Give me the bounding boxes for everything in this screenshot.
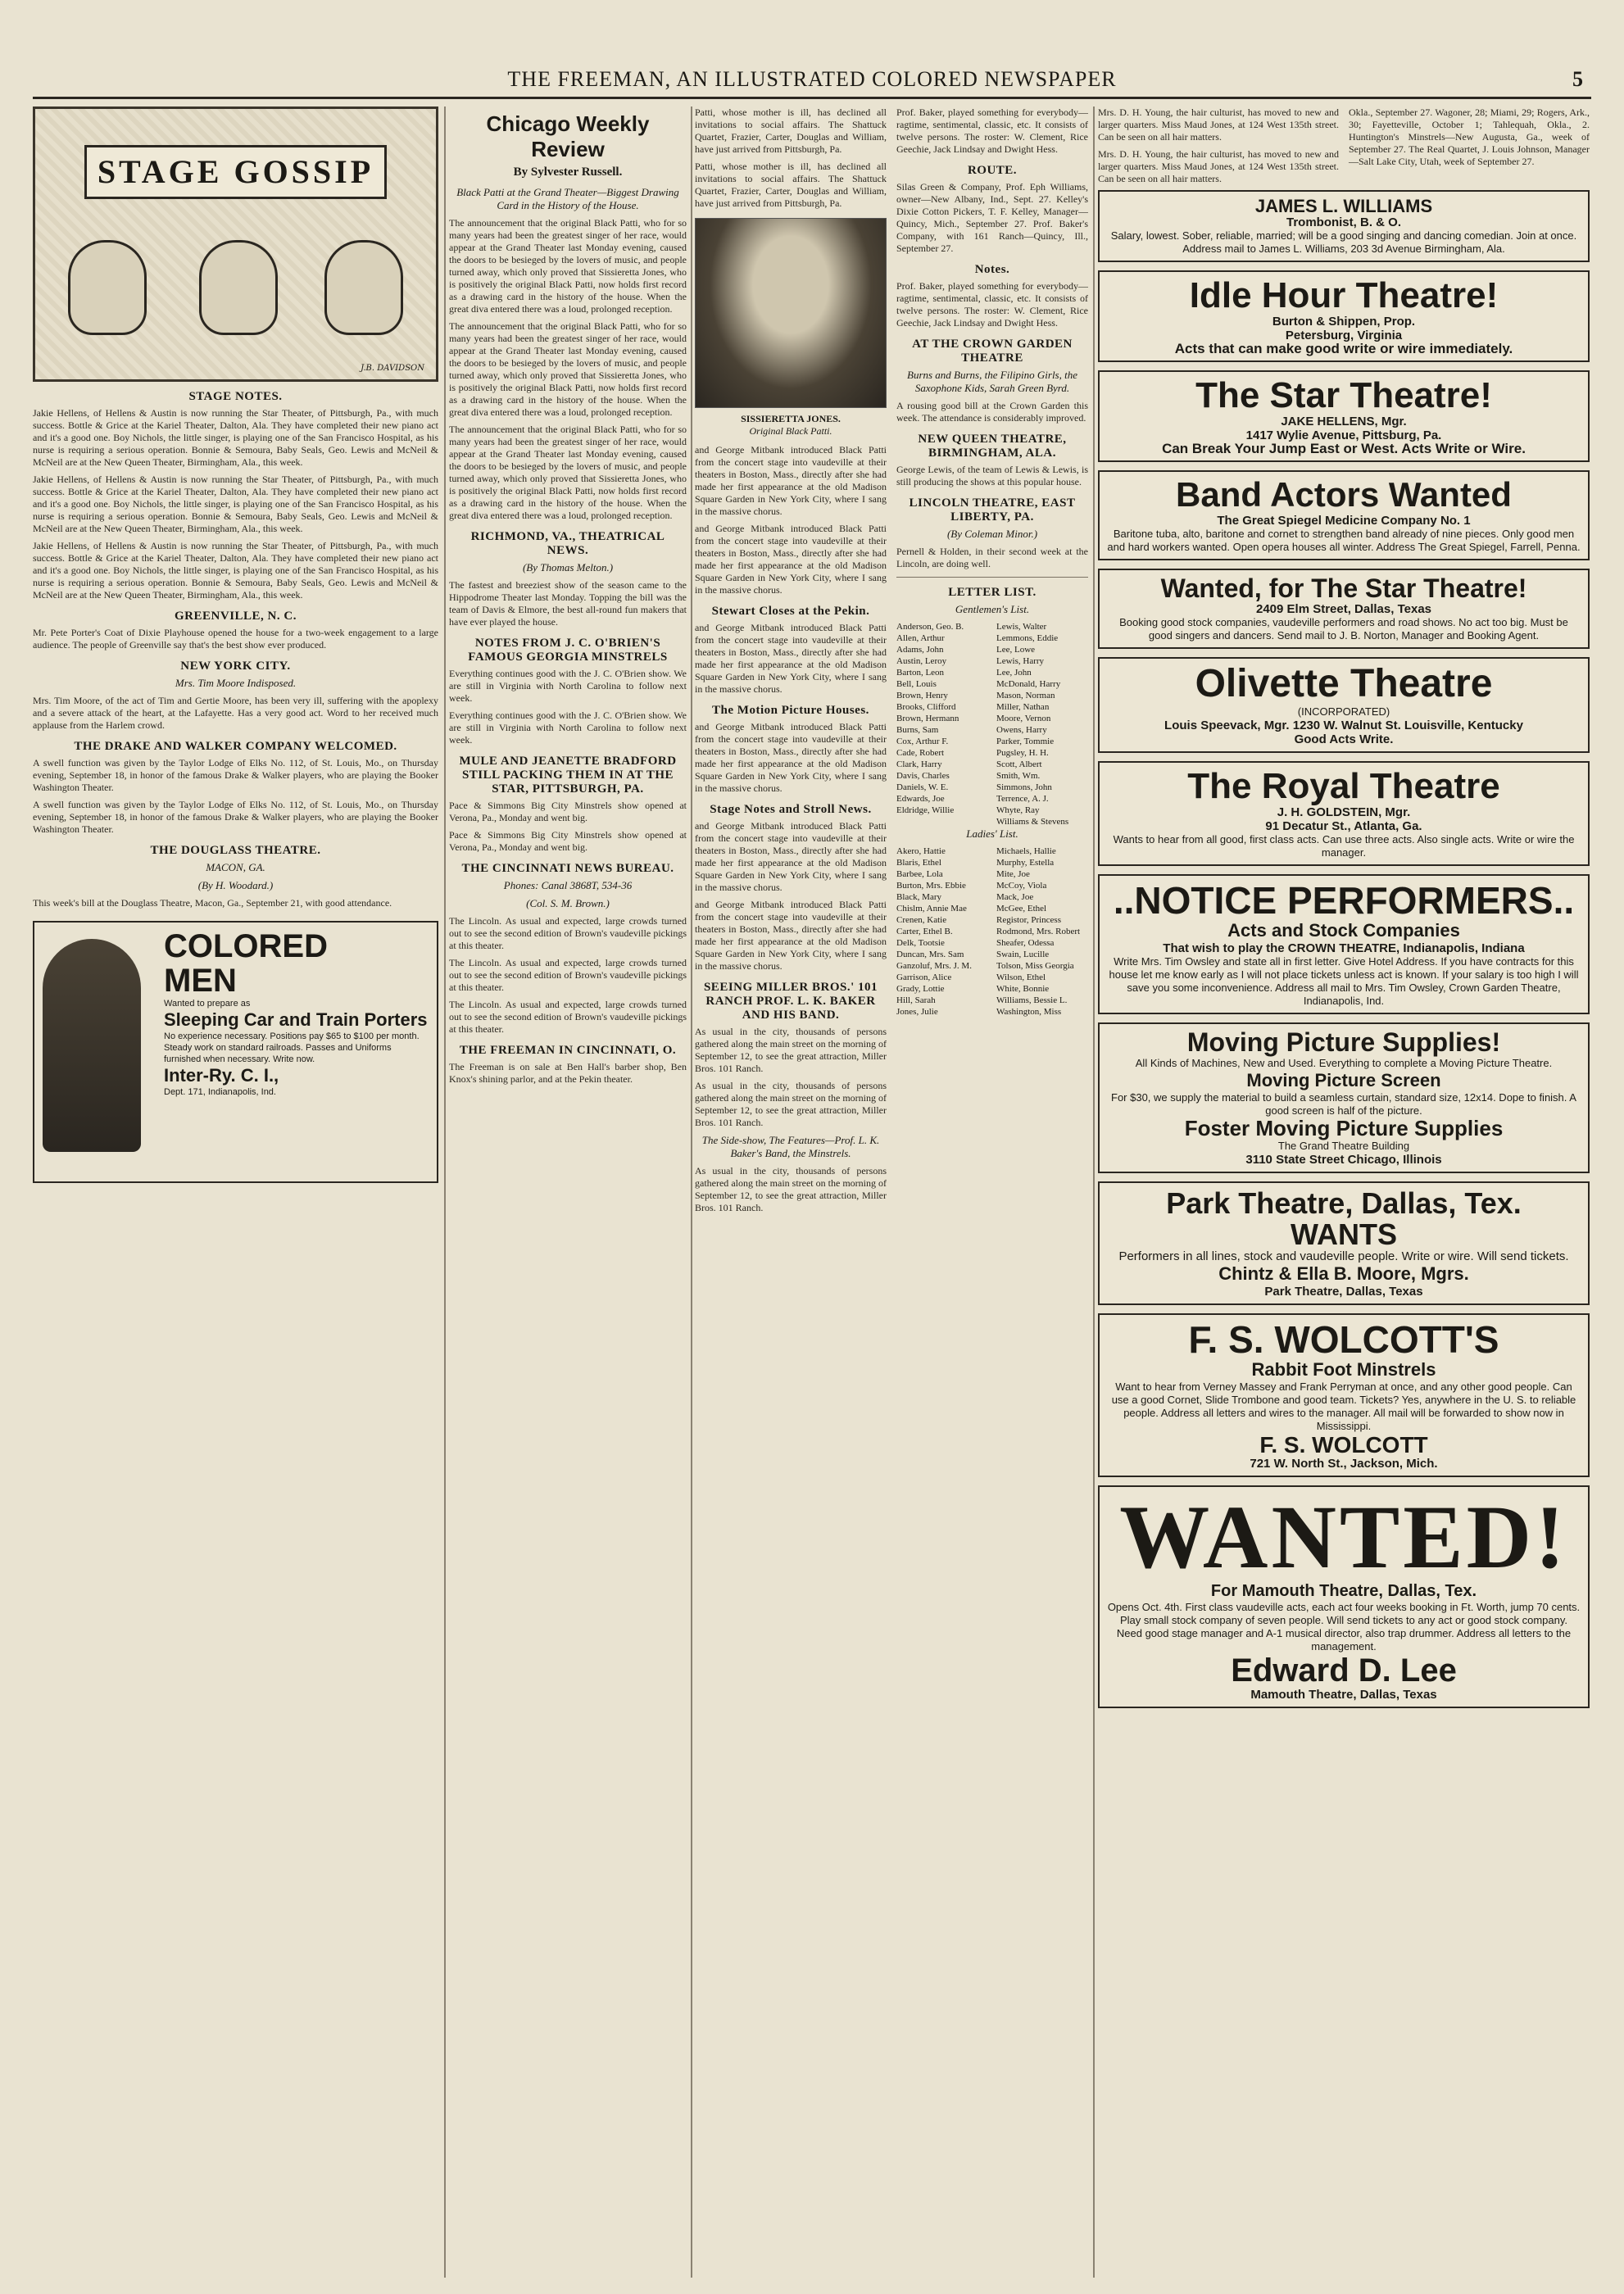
illustrator-signature: J.B. DAVIDSON [361,364,424,373]
idle-hour-ad [1098,270,1590,362]
ad-address: Mamouth Theatre, Dallas, Texas [1250,1688,1437,1702]
ad-text: Wanted to prepare as [164,999,251,1009]
article-text: Patti, whose mother is ill, has declined all invitations to social affairs. The Shattuck Quartet, Frazier, Carter, Douglas and William, have just arrived from Pittsburgh, Pa. [695,161,887,209]
article-text: Jakie Hellens, of Hellens & Austin is now running the Star Theater, of Pittsburgh, Pa., with much success. Bottle & Grice at the Kariel Theater, Dalton, Ala. They have completed their new piano act and it's a good one. Boy Nichols, the little singer, is playing one of the San Francisco Hospital, as his nurse is requiring a serious operation. Bonnie & Semoura, Baby Seals, Geo. Lewis and McNeil & McNeil are at the New Queen Theater, Birmingham, Ala., this week. [33,407,438,468]
headline: LINCOLN THEATRE, EAST LIBERTY, PA. [909,496,1076,524]
headline: MULE AND JEANETTE BRADFORD STILL PACKING THEM IN AT THE STAR, PITTSBURGH, PA. [459,755,677,796]
ad-text: Performers in all lines, stock and vaudeville people. Write or wire. Will send tickets. [1118,1249,1569,1263]
headline: Stewart Closes at the Pekin. [711,605,870,618]
headline: NEW YORK CITY. [180,660,291,673]
article-text: The fastest and breeziest show of the season came to the Hippodrome Theater last Monday. Topping the bill was the team of Davis & Elmore, the best all-round fun makers that have ever played the house. [449,579,687,628]
ad-headline: COLORED [164,928,328,964]
ad-headline: JAMES L. WILLIAMS [1254,196,1433,216]
article-text: and George Mitbank introduced Black Patti from the concert stage into vaudeville at their theaters in Boston, Mass., directly after she had made her first appearance at the old Madison Square Garden in New York City, where I sang in the massive chorus. [695,820,887,893]
article-text: As usual in the city, thousands of persons gathered along the main street on the morning of September 12, to see the great attraction, Miller Bros. 101 Ranch. [695,1165,887,1213]
article-text: The Lincoln. As usual and expected, large crowds turned out to see the second edition of Brown's vaudeville pickings at this theater. [449,957,687,993]
byline: (By Coleman Minor.) [946,528,1038,540]
article-text: and George Mitbank introduced Black Patti from the concert stage into vaudeville at their theaters in Boston, Mass., directly after she had made her first appearance at the old Madison Square Garden in New York City, where I sang in the massive chorus. [695,523,887,596]
article-text: The Lincoln. As usual and expected, large crowds turned out to see the second edition of Brown's vaudeville pickings at this theater. [449,999,687,1035]
photo-caption: SISSIERETTA JONES. [741,413,841,424]
masthead-title: THE FREEMAN, AN ILLUSTRATED COLORED NEWSPAPER [507,67,1117,91]
article-text: and George Mitbank introduced Black Patti from the concert stage into vaudeville at their theaters in Boston, Mass., directly after she had made her first appearance at the old Madison Square Garden in New York City, where I sang in the massive chorus. [695,899,887,972]
ad-address: 721 W. North St., Jackson, Mich. [1250,1457,1438,1471]
ad-subheadline: Burton & Shippen, Prop. [1272,315,1416,329]
ad-name: F. S. WOLCOTT [1259,1431,1428,1458]
subheadline: Gentlemen's List. [955,603,1030,615]
gentlemen-list [896,621,1088,827]
ad-subheadline: Acts and Stock Companies [1227,920,1460,941]
star-theatre-ad [1098,370,1590,462]
article-text: Okla., September 27. Wagoner, 28; Miami, 29; Rogers, Ark., 30; Fayetteville, October 1; Tahlequah, Okla., 2. Huntington's Minstrels—New Augusta, Ga., week of September 27. The Real Quartet, J. Louis Johnson, Manager—Salt Lake City, Utah, week of September 27. [1349,107,1590,167]
subheadline: Ladies' List. [966,827,1018,840]
ad-headline: Olivette Theatre [1195,662,1493,706]
ad-headline: The Star Theatre! [1195,375,1492,416]
article-text: The Freeman is on sale at Ben Hall's barber shop, Ben Knox's shining parlor, and at the Pekin theater. [449,1061,687,1085]
page-number: 5 [1572,67,1583,91]
williams-ad [1098,190,1590,262]
ad-text: Booking good stock companies, vaudeville performers and road shows. No act too big. Must be good singers and dancers. Send mail to J. B. Norton, Manager and Booking Agent. [1119,616,1568,642]
ad-text: No experience necessary. Positions pay $65 to $100 per month. Steady work on standard railroads. Passes and Uniforms furnished when necessary. Write now. [164,1031,420,1064]
ad-address: Dept. 171, Indianapolis, Ind. [164,1087,276,1097]
article-text: The announcement that the original Black Patti, who for so many years had been the greatest singer of her race, would appear at the Grand Theater last Monday evening, caused the doors to be besieged by the lovers of music, and people turned away, which only proved that Sissieretta Jones, who is positively the original Black Patti, now holds first record as a drawing card in the history of the house. When the great diva entered there was a loud, prolonged reception. [449,217,687,315]
ad-subheadline: Rabbit Foot Minstrels [1251,1358,1436,1380]
phones: Phones: Canal 3868T, 534-36 [503,879,633,891]
column-divider [444,107,446,2278]
column-2 [449,107,687,2278]
ad-text: Salary, lowest. Sober, reliable, married; will be a good singing and dancing comedian. Join at once. Address mail to James L. Williams, 203 3d Avenue Birmingham, Ala. [1110,229,1577,256]
mamouth-wanted-ad [1098,1485,1590,1708]
theater-mask-icon [199,240,278,335]
headline: NEW QUEEN THEATRE, BIRMINGHAM, ALA. [918,433,1067,460]
park-theatre-ad [1098,1181,1590,1305]
article-text: and George Mitbank introduced Black Patti from the concert stage into vaudeville at their theaters in Boston, Mass., directly after she had made her first appearance at the old Madison Square Garden in New York City, where I sang in the massive chorus. [695,622,887,695]
royal-theatre-ad [1098,761,1590,866]
ad-company: Foster Moving Picture Supplies [1184,1115,1504,1140]
headline: THE FREEMAN IN CINCINNATI, O. [459,1044,677,1057]
headline: Notes. [974,263,1010,276]
theater-mask-icon [68,240,147,335]
wolcott-ad [1098,1313,1590,1478]
page-header [33,64,1591,99]
ad-headline: MEN [164,963,237,999]
article-text: and George Mitbank introduced Black Patti from the concert stage into vaudeville at their theaters in Boston, Mass., directly after she had made her first appearance at the old Madison Square Garden in New York City, where I sang in the massive chorus. [695,444,887,517]
list-column: Anderson, Geo. B. Allen, Arthur Adams, John Austin, Leroy Barton, Leon Bell, Louis Brown, Henry Brooks, Clifford Brown, Hermann Burns, Sam Cox, Arthur F. Cade, Robert Clark, Harry Davis, Charles Daniels, W. E. Edwards, Joe Eldridge, Willie [896,622,964,815]
stage-gossip-banner: STAGE GOSSIP [84,145,387,199]
column-divider [691,107,692,2278]
byline: (By Thomas Melton.) [522,561,614,574]
colored-men-ad [33,921,438,1183]
byline: (Col. S. M. Brown.) [526,897,610,909]
article-text: Prof. Baker, played something for everybody—ragtime, sentimental, classic, etc. It consists of twelve persons. The roster: W. Clement, Rice Geechie, Jack Lindsay and Dwight Hess. [896,280,1088,329]
headline: AT THE CROWN GARDEN THEATRE [912,338,1073,365]
ad-subheadline: Sleeping Car and Train Porters [164,1009,428,1030]
ad-subheadline: Trombonist, B. & O. [1286,215,1401,230]
moving-picture-ad [1098,1022,1590,1173]
ad-subheadline: J. H. GOLDSTEIN, Mgr. [1277,805,1411,819]
article-text: Mrs. Tim Moore, of the act of Tim and Gertie Moore, has been very ill, suffering with the apoplexy and a severe attack of the heart, at the Lafayette. Has a very good act. Word to her received much applause from the Harlem crowd. [33,695,438,731]
stage-gossip-illustration [33,107,438,382]
ad-text: Acts that can make good write or wire immediately. [1174,341,1513,357]
theater-mask-icon [324,240,403,335]
ad-headline: Wanted, for The Star Theatre! [1160,573,1527,603]
list-column: Lewis, Walter Lemmons, Eddie Lee, Lowe Lewis, Harry Lee, John McDonald, Harry Mason, Norman Miller, Nathan Moore, Vernon Owens, Harry Parker, Tommie Pugsley, H. H. Scott, Albert Smith, Wm. Simmons, John Terrence, A. J. Whyte, Ray Williams & Stevens [996,622,1069,827]
ad-text: (INCORPORATED) [1297,705,1390,718]
article-text: The announcement that the original Black Patti, who for so many years had been the greatest singer of her race, would appear at the Grand Theater last Monday evening, caused the doors to be besieged by the lovers of music, and people turned away, which only proved that Sissieretta Jones, who is positively the original Black Patti, now holds first record as a drawing card in the history of the house. When the great diva entered there was a loud, prolonged reception. [449,320,687,418]
ad-subheadline: JAKE HELLENS, Mgr. [1281,415,1407,429]
headline: Stage Notes and Stroll News. [710,803,872,816]
article-text: Silas Green & Company, Prof. Eph Williams, owner—New Albany, Ind., Sept. 27. Kelley's Dixie Cotton Pickers, T. F. Kelley, Manager—Quincy, Mich., September 27. Prof. Baker's Company, with 161 Ranch—Quincy, Ill., September 27. [896,181,1088,254]
column-1 [33,107,438,2278]
headline: The Motion Picture Houses. [712,704,869,717]
ad-text: Wants to hear from all good, first class acts. Can use three acts. Also single acts. Write or wire the manager. [1113,832,1575,859]
ad-city: Petersburg, Virginia [1285,329,1403,343]
article-text: and George Mitbank introduced Black Patti from the concert stage into vaudeville at their theaters in Boston, Mass., directly after she had made her first appearance at the old Madison Square Garden in New York City, where I sang in the massive chorus. [695,721,887,794]
ad-headline: WANTED! [1119,1487,1568,1588]
article-text: Pace & Simmons Big City Minstrels show opened at Verona, Pa., Monday and went big. [449,829,687,853]
ad-text: The Grand Theatre Building [1277,1139,1410,1152]
article-text: Mrs. D. H. Young, the hair culturist, has moved to new and larger quarters. Miss Maud Jones, at 124 West 135th street. Can be seen on all hair matters. [1098,107,1339,143]
section-title: Chicago Weekly Review [486,111,650,161]
ad-text: Good Acts Write. [1294,732,1394,746]
ad-text: Want to hear from Verney Massey and Frank Perryman at once, and any other good people. Can use a good Cornet, Slide Trombone and good team. Tickets? Yes, anywhere in the U. S. to reliable people. Address all letters and wires to the manager. All mail will be forwarded to show now in Mississippi. [1111,1380,1576,1432]
subheadline: The Side-show, The Features—Prof. L. K. Baker's Band, the Minstrels. [701,1134,880,1159]
ad-subheadline: For Mamouth Theatre, Dallas, Tex. [1210,1582,1477,1601]
ad-address: 2409 Elm Street, Dallas, Texas [1255,602,1431,617]
ad-headline: WANTS [1291,1217,1397,1251]
byline: (By H. Woodard.) [197,879,274,891]
article-text: Jakie Hellens, of Hellens & Austin is now running the Star Theater, of Pittsburgh, Pa., with much success. Bottle & Grice at the Kariel Theater, Dalton, Ala. They have completed their new piano act and it's a good one. Boy Nichols, the little singer, is playing one of the San Francisco Hospital, as his nurse is requiring a serious operation. Bonnie & Semoura, Baby Seals, Geo. Lewis and McNeil & McNeil are at the New Queen Theater, Birmingham, Ala., this week. [33,474,438,534]
headline: RICHMOND, VA., THEATRICAL NEWS. [470,530,665,557]
photo-caption-sub: Original Black Patti. [749,425,832,437]
ad-text: Write Mrs. Tim Owsley and state all in first letter. Give Hotel Address. If you have contracts for this house let me know early as I will not place tickets unless act is known. If your salary is too high I will save you some inconvenience. Address all mail to Mrs. Tim Owsley, Crown Garden Theatre, Indianapolis, Ind. [1109,955,1579,1008]
ad-text: Opens Oct. 4th. First class vaudeville acts, each act four weeks booking in Ft. Worth, jump 70 cents. Play small stock company of seven people. Will send tickets to any act or good stock company. Need good stage manager and A-1 musical director, also trap drummer. Address all letters to the management. [1107,1601,1581,1653]
ad-managers: Chintz & Ella B. Moore, Mgrs. [1218,1263,1469,1284]
ladies-list [896,846,1088,1018]
ad-headline: F. S. WOLCOTT'S [1188,1317,1499,1361]
column-divider [1093,107,1095,2278]
dateline: MACON, GA. [206,861,265,873]
porter-illustration [43,939,141,1152]
column-3 [695,107,1088,2278]
ad-subheadline: That wish to play the CROWN THEATRE, Indianapolis, Indiana [1163,941,1525,956]
article-text: Prof. Baker, played something for everybody—ragtime, sentimental, classic, etc. It consists of twelve persons. The roster: W. Clement, Rice Geechie, Jack Lindsay and Dwight Hess. [896,107,1088,155]
dallas-star-ad [1098,569,1590,650]
ad-text: For $30, we supply the material to build a seamless curtain, standard size, 12x14. Dope to finish. A good screen is half of the picture. [1111,1090,1576,1117]
column-4 [1098,107,1590,2278]
article-text: As usual in the city, thousands of persons gathered along the main street on the morning of September 12, to see the great attraction, Miller Bros. 101 Ranch. [695,1026,887,1074]
headline: GREENVILLE, N. C. [175,610,297,623]
ad-name: Edward D. Lee [1231,1652,1457,1689]
article-text: Pernell & Holden, in their second week at the Lincoln, are doing well. [896,546,1088,569]
article-text: A swell function was given by the Taylor Lodge of Elks No. 112, of St. Louis, Mo., on Thursday evening, September 18, in honor of the famous Drake & Walker players, who are playing the Booker Washington Theater. [33,799,438,835]
article-text: A rousing good bill at the Crown Garden this week. The attendance is considerably improved. [896,400,1088,424]
subheadline: Black Patti at the Grand Theater—Biggest Drawing Card in the History of the House. [456,186,679,211]
ad-text: Can Break Your Jump East or West. Acts Write or Wire. [1162,441,1526,457]
article-text: A swell function was given by the Taylor Lodge of Elks No. 112, of St. Louis, Mo., on Thursday evening, September 18, in honor of the famous Drake & Walker players, who are playing the Booker Washington Theater. [33,757,438,793]
notice-performers-ad [1098,874,1590,1014]
headline: SEEING MILLER BROS.' 101 RANCH PROF. L. K. BAKER AND HIS BAND. [703,981,878,1022]
ad-headline: The Royal Theatre [1187,765,1500,806]
olivette-ad [1098,657,1590,752]
ad-text: All Kinds of Machines, New and Used. Everything to complete a Moving Picture Theatre. [1135,1056,1553,1069]
ad-headline: Park Theatre, Dallas, Tex. [1166,1186,1522,1220]
band-actors-ad [1098,470,1590,560]
article-text: The announcement that the original Black Patti, who for so many years had been the greatest singer of her race, would appear at the Grand Theater last Monday evening, caused the doors to be besieged by the lovers of music, and people turned away, which only proved that Sissieretta Jones, who is positively the original Black Patti, now holds first record as a drawing card in the history of the house. When the great diva entered there was a loud, prolonged reception. [449,424,687,521]
ad-headline: Idle Hour Theatre! [1189,275,1499,316]
headline: LETTER LIST. [948,586,1037,599]
ad-company: Inter-Ry. C. I., [164,1065,279,1086]
headline: THE DOUGLASS THEATRE. [150,844,321,857]
article-text: Everything continues good with the J. C. O'Brien show. We are still in Virginia with North Carolina to follow next week. [449,710,687,746]
article-text: The Lincoln. As usual and expected, large crowds turned out to see the second edition of Brown's vaudeville pickings at this theater. [449,915,687,951]
list-column: Akero, Hattie Blaris, Ethel Barbee, Lola Burton, Mrs. Ebbie Black, Mary Chislm, Annie Mae Crenen, Katie Carter, Ethel B. Delk, Tootsie Duncan, Mrs. Sam Ganzoluf, Mrs. J. M. Garrison, Alice Grady, Lottie Hill, Sarah Jones, Julie [896,846,972,1017]
ad-headline: Moving Picture Supplies! [1186,1027,1501,1058]
headline: NOTES FROM J. C. O'BRIEN'S FAMOUS GEORGIA MINSTRELS [468,637,668,664]
list-column: Michaels, Hallie Murphy, Estella Mite, Joe McCoy, Viola Mack, Joe McGee, Ethel Registor, Princess Rodmond, Mrs. Robert Sheafer, Odessa Swain, Lucille Tolson, Miss Georgia Wilson, Ethel White, Bonnie Williams, Bessie L. Washington, Miss [996,846,1081,1017]
article-text: Mrs. D. H. Young, the hair culturist, has moved to new and larger quarters. Miss Maud Jones, at 124 West 135th street. Can be seen on all hair matters. [1098,148,1339,184]
article-text: This week's bill at the Douglass Theatre, Macon, Ga., September 21, with good attendance. [33,897,392,909]
article-text: Everything continues good with the J. C. O'Brien show. We are still in Virginia with North Carolina to follow next week. [449,668,687,704]
headline: STAGE NOTES. [188,390,283,403]
ad-address: Park Theatre, Dallas, Texas [1264,1284,1423,1299]
subheadline: Burns and Burns, the Filipino Girls, the Saxophone Kids, Sarah Green Byrd. [907,369,1077,394]
article-text: As usual in the city, thousands of persons gathered along the main street on the morning of September 12, to see the great attraction, Miller Bros. 101 Ranch. [695,1080,887,1128]
article-text: George Lewis, of the team of Lewis & Lewis, is still producing the shows at this popular house. [896,464,1088,487]
ad-address: 1417 Wylie Avenue, Pittsburg, Pa. [1245,428,1442,443]
ad-text: Baritone tuba, alto, baritone and cornet to strengthen band already of nine pieces. Only good men and hard workers wanted. Open opera houses all winter. Address The Great Spiegel, Farrell, Penna. [1107,527,1581,553]
article-text: Patti, whose mother is ill, has declined all invitations to social affairs. The Shattuck Quartet, Frazier, Carter, Douglas and William, have just arrived from Pittsburgh, Pa. [695,107,887,155]
article-text: Mr. Pete Porter's Coat of Dixie Playhouse opened the house for a two-week engagement to a large audience. The people of Greenville say that's the best show ever produced. [33,627,438,651]
headline: THE CINCINNATI NEWS BUREAU. [461,862,674,875]
portrait-photo [695,218,887,408]
ad-address: Louis Speevack, Mgr. 1230 W. Walnut St. Louisville, Kentucky [1164,718,1523,732]
byline: By Sylvester Russell. [513,165,623,179]
ad-subheadline: The Great Spiegel Medicine Company No. 1 [1217,513,1471,528]
article-text: Jakie Hellens, of Hellens & Austin is now running the Star Theater, of Pittsburgh, Pa., with much success. Bottle & Grice at the Kariel Theater, Dalton, Ala. They have completed their new piano act and it's a good one. Boy Nichols, the little singer, is playing one of the San Francisco Hospital, as his nurse is requiring a serious operation. Bonnie & Semoura, Baby Seals, Geo. Lewis and McNeil & McNeil are at the New Queen Theater, Birmingham, Ala., this week. [33,540,438,601]
ad-subheadline: Moving Picture Screen [1246,1069,1441,1090]
headline: THE DRAKE AND WALKER COMPANY WELCOMED. [74,740,397,753]
article-text: Pace & Simmons Big City Minstrels show opened at Verona, Pa., Monday and went big. [449,800,687,823]
ad-address: 3110 State Street Chicago, Illinois [1245,1152,1442,1167]
ad-address: 91 Decatur St., Atlanta, Ga. [1265,818,1422,833]
subheadline: Mrs. Tim Moore Indisposed. [175,677,297,689]
ad-headline: ..NOTICE PERFORMERS.. [1113,878,1575,922]
headline: ROUTE. [967,164,1018,177]
ad-headline: Band Actors Wanted [1176,475,1512,515]
